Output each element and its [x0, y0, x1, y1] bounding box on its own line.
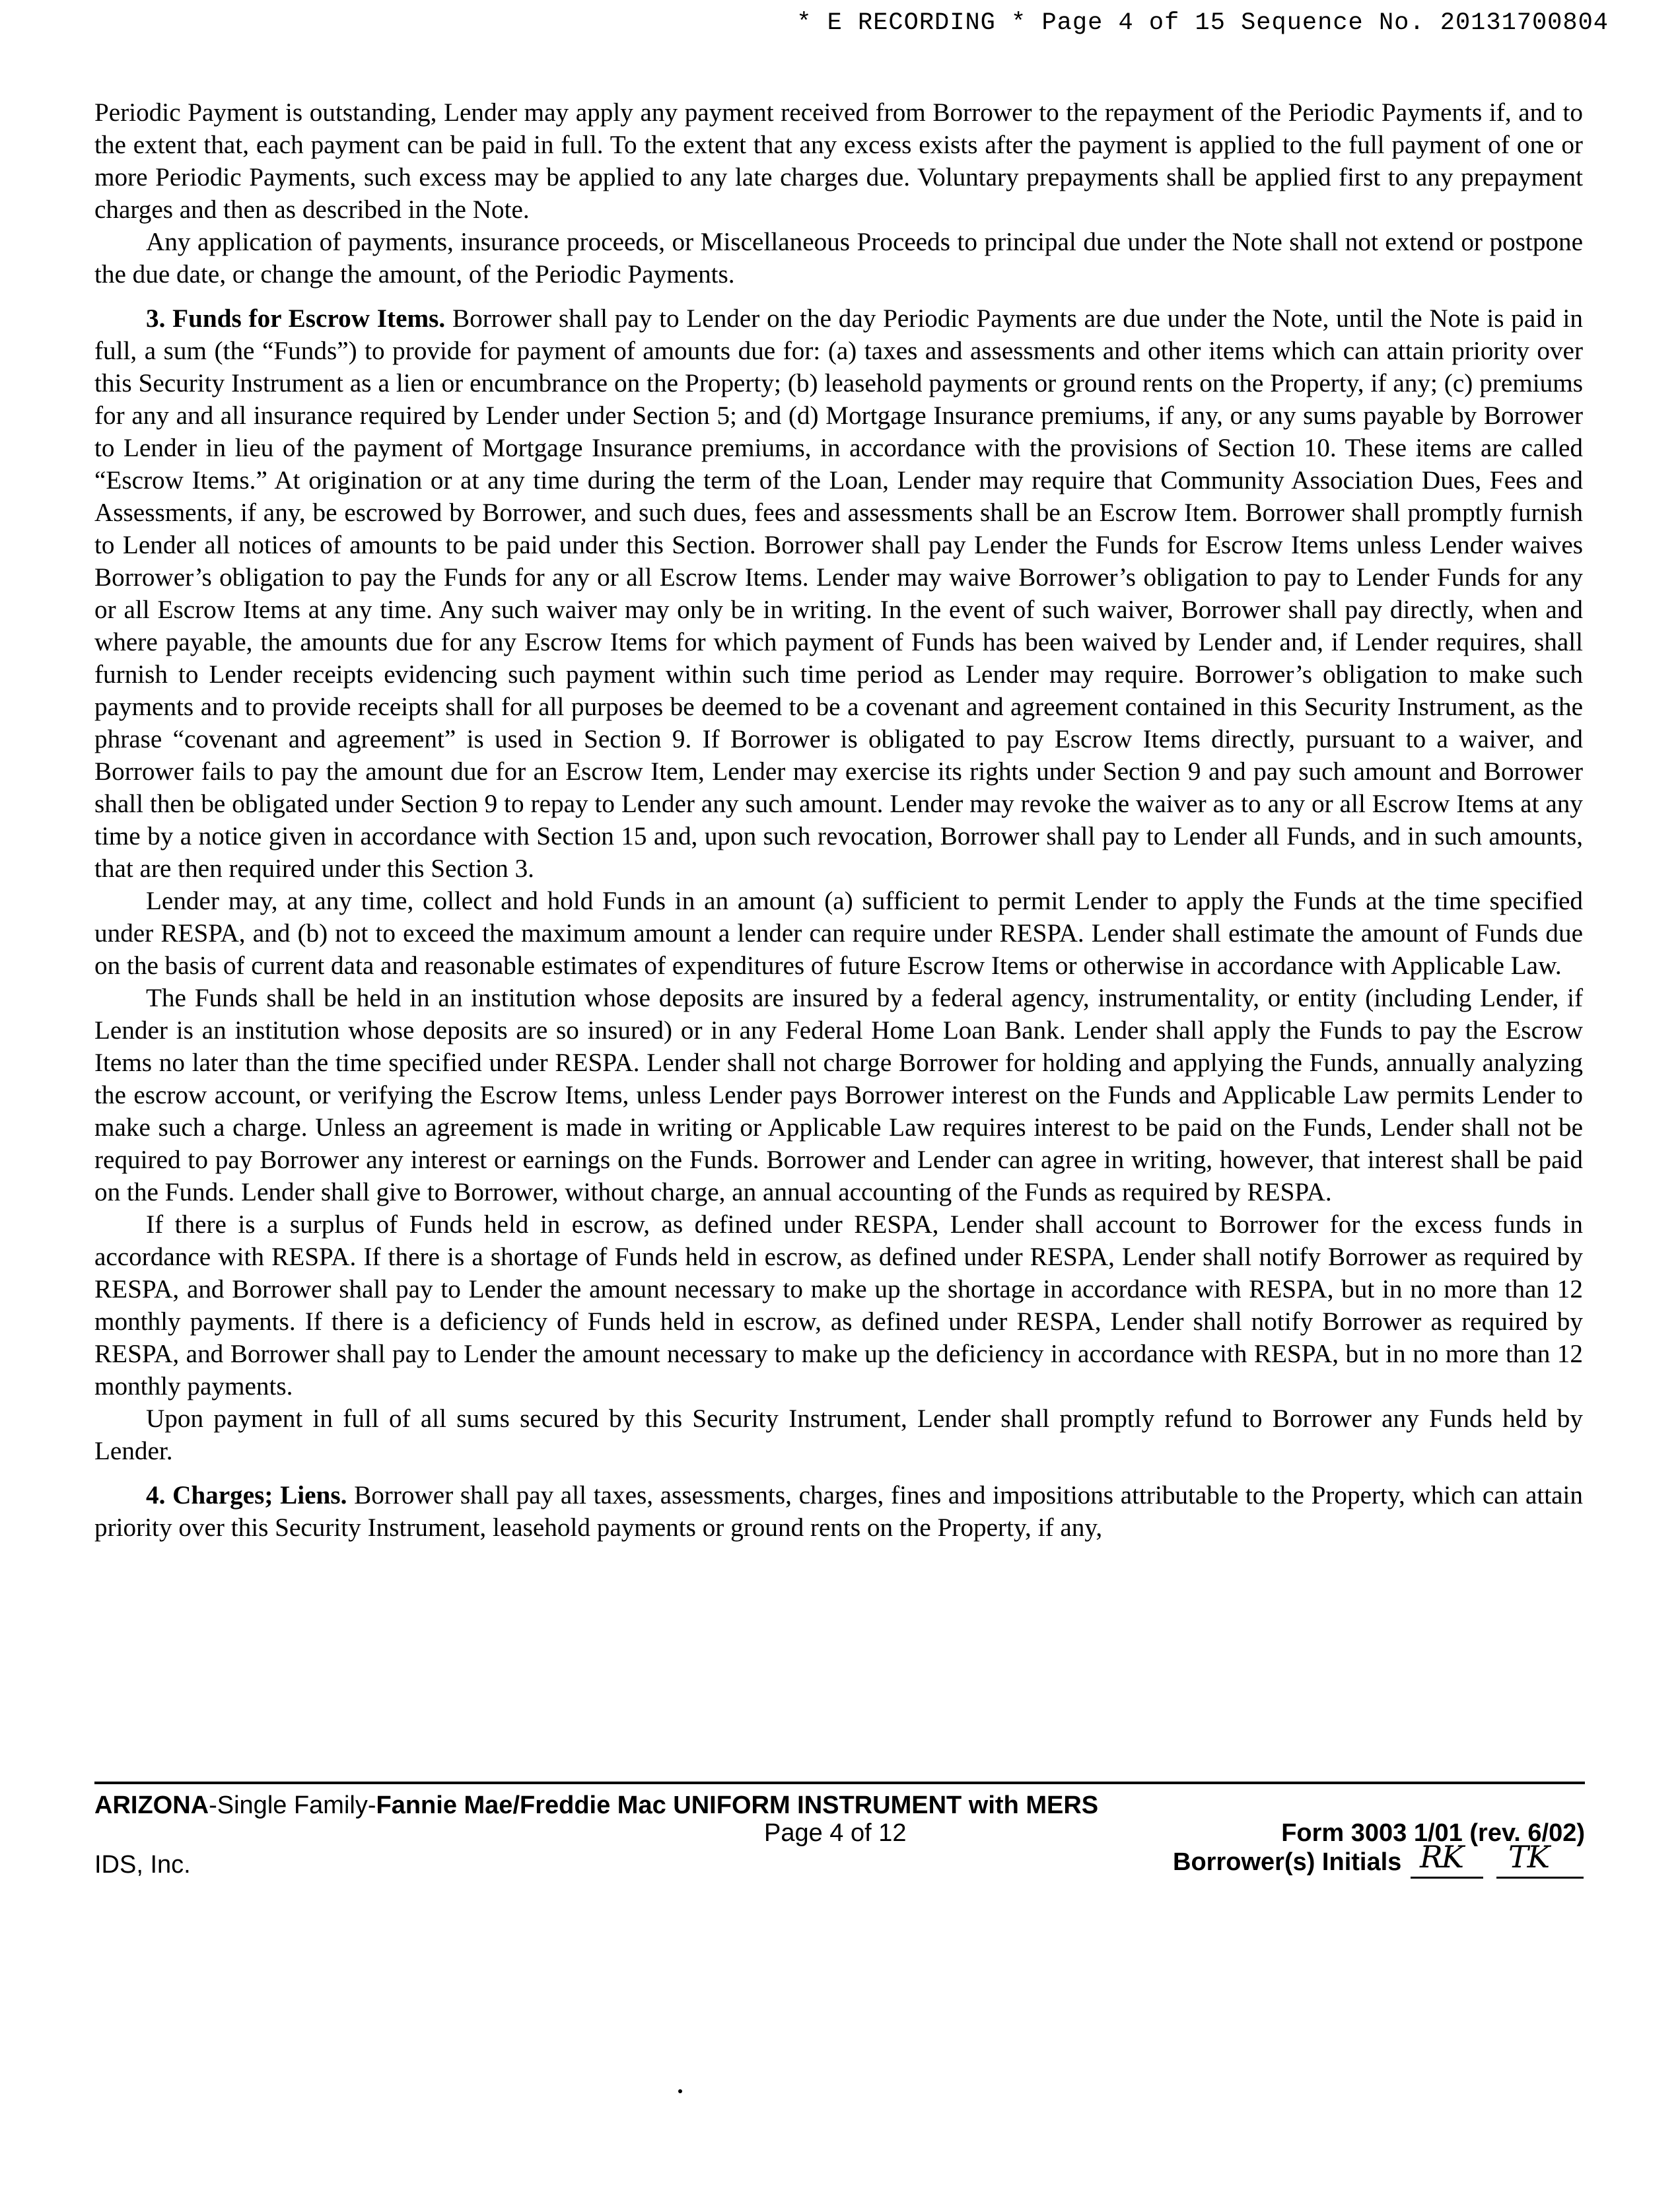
- footer-state: ARIZONA: [94, 1791, 209, 1819]
- paragraph-surplus-shortage: If there is a surplus of Funds held in escrow, as defined under RESPA, Lender shall account to Borrower for the excess funds in accordance with RESPA. If there is a shortage of Funds held in escrow, as defined under RESPA, Lender shall notify Borrower as required by RESPA, and Borrower shall pay to Lender the amount necessary to make up the shortage in accordance with RESPA, but in no more than 12 monthly payments. If there is a deficiency of Funds held in escrow, as defined under RESPA, Lender shall notify Borrower as required by RESPA, and Borrower shall pay to Lender the amount necessary to make up the deficiency in accordance with RESPA, but in no more than 12 monthly payments.: [94, 1210, 1583, 1401]
- paragraph-application-of-payments: Any application of payments, insurance proceeds, or Miscellaneous Proceeds to principal due under the Note shall not extend or postpone the due date, or change the amount, of the Periodic Payments.: [94, 228, 1583, 289]
- section-4-text: Borrower shall pay all taxes, assessments, charges, fines and impositions attributable to the Property, which can attain priority over this Security Instrument, leasehold payments or ground rents on the Property, if any,: [94, 1481, 1584, 1542]
- footer-company: IDS, Inc.: [94, 1851, 191, 1879]
- document-body: [94, 96, 1583, 1544]
- paragraph-refund-upon-payment: Upon payment in full of all sums secured by this Security Instrument, Lender shall promptly refund to Borrower any Funds held by Lender.: [94, 1405, 1583, 1465]
- footer-divider: [94, 1782, 1585, 1784]
- borrower-initials-2: TK: [1508, 1839, 1549, 1875]
- initials-line-2: [1496, 1877, 1584, 1879]
- section-3-funds-for-escrow-items: [94, 302, 1583, 885]
- footer-property-type: -Single Family-: [209, 1791, 376, 1819]
- recording-stamp: * E RECORDING * Page 4 of 15 Sequence No. 20131700804: [796, 9, 1609, 37]
- footer-page-number: Page 4 of 12: [764, 1819, 907, 1847]
- section-4-heading: 4. Charges; Liens.: [146, 1481, 347, 1510]
- paragraph-collect-hold-funds: Lender may, at any time, collect and hold Funds in an amount (a) sufficient to permit Lender to apply the Funds at the time specified under RESPA, and (b) not to exceed the maximum amount a lender can require under RESPA. Lender shall estimate the amount of Funds due on the basis of current data and reasonable estimates of expenditures of future Escrow Items or otherwise in accordance with Applicable Law.: [94, 887, 1583, 980]
- footer-publisher: Fannie Mae/Freddie Mac UNIFORM INSTRUMENT with MERS: [376, 1791, 1099, 1819]
- footer-instrument-title: [94, 1791, 1098, 1820]
- section-3-heading: 3. Funds for Escrow Items.: [146, 304, 446, 333]
- footer-initials-label: Borrower(s) Initials: [1173, 1848, 1402, 1876]
- scan-speck: [678, 2089, 682, 2093]
- section-3-text: Borrower shall pay to Lender on the day Periodic Payments are due under the Note, until the Note is paid in full, a sum (the “Funds”) to provide for payment of amounts due for: (a) taxes and assessments and other items which can attain priority over this Security Instrument as a lien or encumbrance on the Property; (b) leasehold payments or ground rents on the Property, if any; (c) premiums for any and all insurance required by Lender under Section 5; and (d) Mortgage Insurance premiums, if any, or any sums payable by Borrower to Lender in lieu of the payment of Mortgage Insurance premiums, in accordance with the provisions of Section 10. These items are called “Escrow Items.” At origination or at any time during the term of the Loan, Lender may require that Community Association Dues, Fees and Assessments, if any, be escrowed by Borrower, and such dues, fees and assessments shall be an Escrow Item. Borrower shall promptly furnish to Lender all notices of amounts to be paid under this Section. Borrower shall pay Lender the Funds for Escrow Items unless Lender waives Borrower’s obligation to pay the Funds for any or all Escrow Items. Lender may waive Borrower’s obligation to pay to Lender Funds for any or all Escrow Items at any time. Any such waiver may only be in writing. In the event of such waiver, Borrower shall pay directly, when and where payable, the amounts due for any Escrow Items for which payment of Funds has been waived by Lender and, if Lender requires, shall furnish to Lender receipts evidencing such payment within such time period as Lender may require. Borrower’s obligation to make such payments and to provide receipts shall for all purposes be deemed to be a covenant and agreement contained in this Security Instrument, as the phrase “covenant and agreement” is used in Section 9. If Borrower is obligated to pay Escrow Items directly, pursuant to a waiver, and Borrower fails to pay the amount due for an Escrow Item, Lender may exercise its rights under Section 9 and pay such amount and Borrower shall then be obligated under Section 9 to repay to Lender any such amount. Lender may revoke the waiver as to any or all Escrow Items at any time by a notice given in accordance with Section 15 and, upon such revocation, Borrower shall pay to Lender all Funds, and in such amounts, that are then required under this Section 3.: [94, 304, 1583, 883]
- footer-form-number: Form 3003 1/01 (rev. 6/02): [1281, 1819, 1585, 1847]
- borrower-initials-1: RK: [1420, 1839, 1463, 1875]
- paragraph-funds-held-institution: The Funds shall be held in an institution whose deposits are insured by a federal agency, instrumentality, or entity (including Lender, if Lender is an institution whose deposits are so insured) or in any Federal Home Loan Bank. Lender shall apply the Funds to pay the Escrow Items no later than the time specified under RESPA. Lender shall not charge Borrower for holding and applying the Funds, annually analyzing the escrow account, or verifying the Escrow Items, unless Lender pays Borrower interest on the Funds and Applicable Law permits Lender to make such a charge. Unless an agreement is made in writing or Applicable Law requires interest to be paid on the Funds, Lender shall not be required to pay Borrower any interest or earnings on the Funds. Borrower and Lender can agree in writing, however, that interest shall be paid on the Funds. Lender shall give to Borrower, without charge, an annual accounting of the Funds as required by RESPA.: [94, 984, 1583, 1206]
- paragraph-continued: Periodic Payment is outstanding, Lender may apply any payment received from Borrower to the repayment of the Periodic Payments if, and to the extent that, each payment can be paid in full. To the extent that any excess exists after the payment is applied to the full payment of one or more Periodic Payments, such excess may be applied to any late charges due. Voluntary prepayments shall be applied first to any prepayment charges and then as described in the Note.: [94, 98, 1583, 224]
- initials-line-1: [1411, 1877, 1483, 1879]
- section-4-charges-liens: [94, 1479, 1583, 1544]
